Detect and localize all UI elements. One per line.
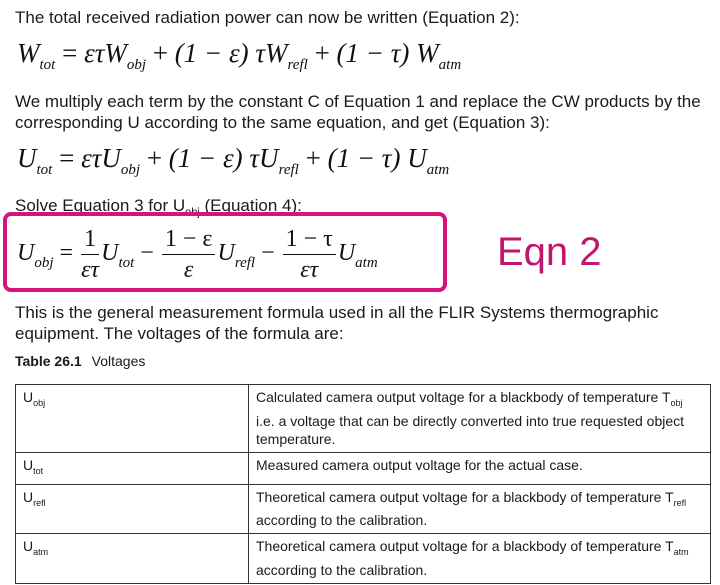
eq4-f1-denominator: ετ — [81, 257, 100, 283]
symbol-sub: tot — [33, 465, 44, 476]
description-text-end: according to the calibration. — [256, 562, 428, 579]
symbol-text: U — [23, 488, 34, 505]
table-cell-description — [249, 452, 711, 484]
eq4-f2-numerator: 1 − ε — [162, 224, 216, 255]
eq4-f3-var: U — [337, 240, 356, 267]
description-sub: refl — [673, 497, 687, 508]
eq2-term2: τW — [255, 38, 288, 68]
eq3-lhs: U — [17, 143, 37, 173]
description-sub: atm — [673, 547, 689, 558]
eq4-lhs-sub: obj — [34, 255, 54, 272]
symbol-sub: refl — [33, 497, 46, 508]
eq2-term3-factor: (1 − τ) — [336, 38, 410, 68]
symbol-sub: obj — [33, 397, 46, 408]
symbol-sub: atm — [33, 547, 49, 558]
symbol-text: U — [23, 389, 34, 405]
table-title: Voltages — [91, 353, 146, 369]
eq4-f1-numerator: 1 — [81, 224, 99, 255]
intro-eq4-before: Solve Equation 3 for U — [15, 196, 186, 215]
eq2-term2-factor: (1 − ε) — [174, 38, 249, 68]
eq2-lhs-sub: tot — [39, 57, 56, 73]
eq3-term2: τU — [249, 143, 279, 173]
eqn-annotation-label: Eqn 2 — [497, 230, 602, 274]
eq3-term2-sub: refl — [278, 162, 299, 178]
eq4-fraction-3 — [283, 224, 336, 285]
table-row — [16, 452, 711, 484]
outro-text: This is the general measurement formula used in all the FLIR Systems thermographic equipment. The voltages of the formula are: — [15, 303, 659, 343]
eq4-f1-var: U — [101, 240, 119, 267]
description-text: Theoretical camera output voltage for a blackbody of temperature T — [256, 538, 674, 555]
table-cell-description — [249, 385, 711, 453]
table-cell-symbol — [16, 385, 249, 453]
eq2-term2-sub: refl — [287, 57, 308, 73]
table-cell-symbol — [16, 534, 249, 584]
eq2-term1: ετW — [84, 38, 127, 68]
description-text: Theoretical camera output voltage for a blackbody of temperature T — [256, 488, 674, 505]
intro-eq2-text: The total received radiation power can now be written (Equation 2): — [15, 8, 520, 27]
voltages-table — [15, 384, 711, 584]
intro-eq4-after: (Equation 4): — [199, 196, 302, 215]
eq3-term2-factor: (1 − ε) — [168, 143, 243, 173]
eq3-term1-sub: obj — [120, 162, 141, 178]
intro-eq4-sub: obj — [185, 206, 200, 219]
description-sub: obj — [670, 397, 683, 408]
eq4-fraction-2 — [162, 224, 216, 285]
eq3-term3: U — [407, 143, 427, 173]
symbol-text: U — [23, 456, 34, 473]
table-cell-description — [249, 484, 711, 534]
eq4-f1-sub: tot — [118, 255, 135, 272]
eq4-f3-denominator: ετ — [300, 257, 319, 283]
eq3-term3-factor: (1 − τ) — [327, 143, 401, 173]
eq2-term1-sub: obj — [126, 57, 147, 73]
table-number: Table 26.1 — [15, 353, 82, 369]
table-row — [16, 534, 711, 584]
eq4-f2-sub: refl — [234, 255, 256, 272]
eq4-f3-sub: atm — [355, 255, 378, 272]
table-caption — [15, 353, 145, 369]
eq4-f2-var: U — [217, 240, 235, 267]
eq4-f2-denominator: ε — [183, 257, 194, 283]
equation-4: $U_{obj}$ = $\frac{1}{\varepsilon\tau}$ $U_{tot}$ − $\frac{1 - \varepsilon}{\varepsilon}$ $U_{refl}$ − $\frac{1 - \tau}{\varepsilon\tau}$ $U_{atm}$ — [17, 226, 378, 283]
eq2-term3-sub: atm — [438, 57, 462, 73]
table-row — [16, 385, 711, 453]
eq2-term3: W — [416, 38, 439, 68]
description-text-end: according to the calibration. — [256, 512, 428, 529]
table-cell-description — [249, 534, 711, 584]
eq4-f3-numerator: 1 − τ — [283, 224, 336, 255]
intro-eq3-text: We multiply each term by the constant C of Equation 1 and replace the CW products by the corresponding U according to the same equation, and get (Equation 3): — [15, 92, 701, 132]
symbol-text: U — [23, 538, 34, 555]
table-cell-symbol — [16, 484, 249, 534]
eq3-term1: ετU — [81, 143, 121, 173]
description-text-end: i.e. a voltage that can be directly converted into true requested object temperature. — [256, 412, 685, 447]
equation-3: $U_{tot} = \varepsilon\tau U_{obj} + (1 - \varepsilon) \tau U_{refl} + (1 - \tau)$ $U_{atm}$ — [17, 143, 450, 178]
table-row — [16, 484, 711, 534]
equation-2: $W_{tot} = \varepsilon\tau W_{obj} + (1 - \varepsilon) \tau W_{refl} + (1 - \tau)$ $W_{atm}$ — [17, 38, 462, 73]
eq3-term3-sub: atm — [426, 162, 450, 178]
eq3-lhs-sub: tot — [36, 162, 53, 178]
eq4-lhs: U — [17, 240, 35, 267]
eq4-fraction-1 — [81, 224, 99, 285]
description-text: Calculated camera output voltage for a blackbody of temperature T — [256, 389, 671, 405]
eq2-lhs: W — [17, 38, 40, 68]
description-text: Measured camera output voltage for the actual case. — [256, 456, 583, 473]
table-cell-symbol — [16, 452, 249, 484]
